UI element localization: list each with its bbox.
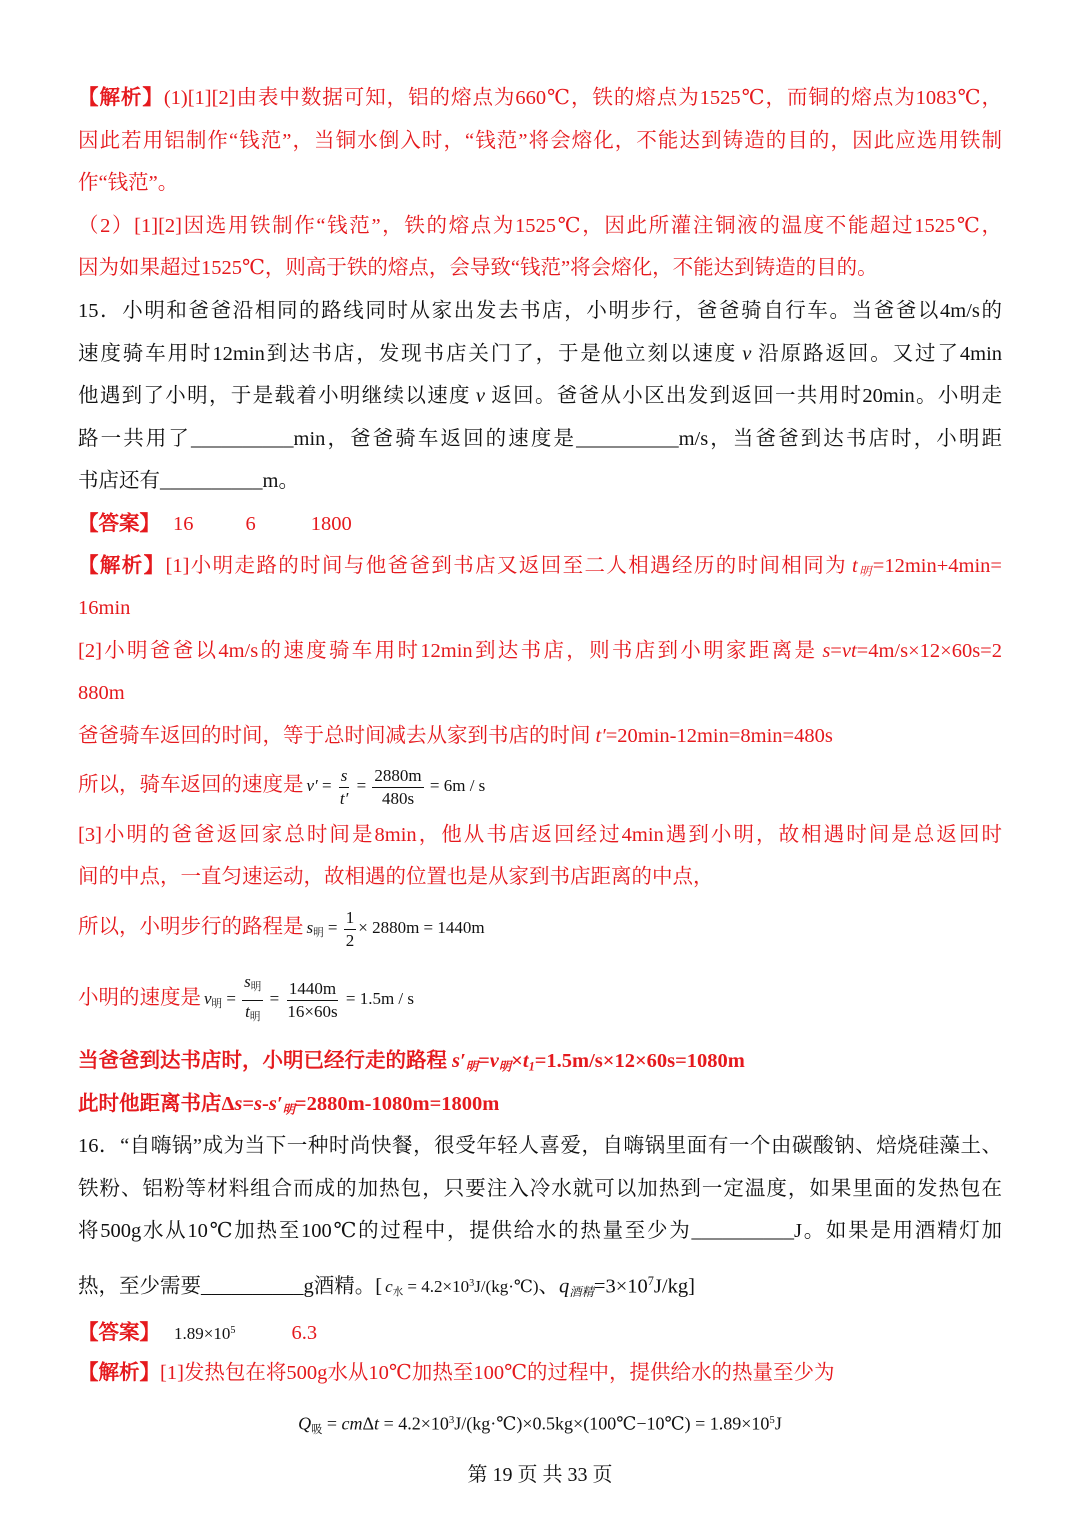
- stem-text: “自嗨锅”成为当下一种时尚快餐，很受年轻人喜爱，自嗨锅里面有一个由碳酸钠、焙烧硅藻土、: [120, 1135, 1002, 1157]
- answer-value: 6.3: [291, 1322, 318, 1345]
- equation-wrap: 880m: [78, 682, 125, 704]
- q15-analysis-line-3: [78, 636, 1002, 666]
- equation-tail: =12min+4min=: [872, 555, 1002, 577]
- q14-analysis-line-4: [78, 211, 1002, 241]
- fraction-s-over-t-prime: [338, 765, 350, 810]
- variable-vt: vt: [841, 640, 857, 662]
- q15-analysis-line-5: [78, 721, 833, 751]
- subscript: 明: [250, 982, 262, 994]
- analysis-text: [3]小明的爸爸返回家总时间是8min，他从书店返回经过4min遇到小明，故相遇时间是总返回时: [78, 824, 1002, 846]
- variable-s: s: [254, 1093, 263, 1115]
- answer-value-formula: [174, 1324, 235, 1343]
- stem-text: 他遇到了小明，于是载着小明继续以速度: [78, 385, 471, 407]
- page-footer: [0, 1460, 1080, 1490]
- formula-unit: J: [774, 1413, 782, 1434]
- variable-Q: Q: [298, 1413, 312, 1434]
- variable-s: s: [244, 972, 251, 992]
- q15-analysis-line-4: [78, 678, 125, 708]
- q15-analysis-line-9: [78, 899, 485, 955]
- subscript: 明: [282, 1102, 295, 1117]
- q14-analysis-line-1: [78, 83, 1002, 113]
- subscript: 明: [857, 564, 873, 579]
- analysis-text: 当爸爸到达书店时，小明已经行走的路程: [78, 1050, 447, 1072]
- analysis-text: 小明的速度是: [78, 987, 201, 1009]
- delta: Δ: [362, 1413, 375, 1434]
- minus: -: [262, 1093, 269, 1115]
- superscript: 5: [769, 1414, 775, 1426]
- stem-text-with-blank: 将500g水从10℃加热至100℃的过程中，提供给水的热量至少为__________J。如果是用酒精灯加: [78, 1220, 1002, 1242]
- q14-analysis-line-2: [78, 126, 1002, 156]
- formula-value: = 4.2×10: [379, 1413, 449, 1434]
- variable-v: v: [489, 1050, 499, 1072]
- analysis-text: 所以，骑车返回的速度是: [78, 774, 304, 796]
- stem-text: 铁粉、铝粉等材料组合而成的加热包，只要注入冷水就可以加热到一定温度，如果里面的发热包在: [78, 1178, 1002, 1200]
- variable-v: v: [742, 343, 752, 365]
- analysis-text: 间的中点，一直匀速运动，故相遇的位置也是从家到书店距离的中点，: [78, 866, 714, 888]
- subscript: 吸: [311, 1423, 323, 1436]
- analysis-label: 【解析】: [78, 555, 166, 577]
- q16-answer-line: [78, 1316, 317, 1346]
- numerator: 2880m: [372, 765, 423, 788]
- q16-stem-line-2: [78, 1174, 1002, 1204]
- q16-analysis-line-1: [78, 1358, 835, 1388]
- equals: =: [478, 1050, 490, 1072]
- separator: 、: [538, 1275, 560, 1298]
- q15-stem-line-1: [78, 296, 1002, 326]
- q15-analysis-line-11: [78, 1046, 745, 1076]
- q15-analysis-line-10: [78, 970, 414, 1026]
- answer-label: 【答案】: [78, 1322, 160, 1345]
- q15-answer-line: [78, 509, 352, 539]
- stem-text: 速度骑车用时12min到达书店，发现书店关门了，于是他立刻以速度: [78, 343, 738, 365]
- variable-v-prime: v′: [306, 776, 318, 795]
- stem-text-with-blank: 书店还有__________m。: [78, 470, 299, 492]
- heat-absorbed-formula: [0, 1405, 1080, 1435]
- q15-analysis-line-1: [78, 551, 1002, 581]
- superscript: 7: [647, 1274, 654, 1288]
- times: ×: [511, 1050, 523, 1072]
- subscript: 明: [313, 928, 324, 940]
- q16-stem-line-1: [78, 1131, 1002, 1161]
- q15-analysis-line-12: [78, 1089, 499, 1119]
- answer-value: 16: [173, 513, 194, 535]
- subscript: 明: [211, 999, 223, 1011]
- superscript: 3: [448, 1414, 455, 1426]
- question-number: 16．: [78, 1135, 121, 1157]
- q14-analysis-line-3: [78, 168, 178, 198]
- analysis-text: [2]小明爸爸以4m/s的速度骑车用时12min到达书店，则书店到小明家距离是: [78, 640, 818, 662]
- walking-distance-formula: [306, 907, 485, 950]
- question-number: 15．: [78, 300, 123, 322]
- equation-tail: =4m/s×12×60s=2: [856, 640, 1002, 662]
- numerator: [242, 971, 263, 1000]
- variable-t-prime: t′: [595, 725, 606, 747]
- variable-v: v: [204, 989, 212, 1008]
- formula-value: =3×10: [593, 1275, 648, 1298]
- subscript: 水: [392, 1287, 404, 1299]
- analysis-label: 【解析】: [78, 1362, 160, 1384]
- answer-value: 6: [245, 513, 256, 535]
- subscript: 明: [465, 1059, 479, 1074]
- variable-s: s: [822, 640, 831, 662]
- formula-value: J/(kg·℃)×0.5kg×(100℃−10℃) = 1.89×10: [454, 1413, 770, 1434]
- equals: =: [323, 918, 342, 937]
- analysis-text: 因此若用铝制作“钱范”，当铜水倒入时，“钱范”将会熔化，不能达到铸造的目的，因此应选用铁制: [78, 130, 1002, 152]
- equals: =: [265, 989, 284, 1008]
- analysis-text: 作“钱范”。: [78, 172, 179, 194]
- fraction-s-over-t: [242, 971, 263, 1028]
- equation-tail: =2880m-1080m=1800m: [294, 1093, 500, 1115]
- denominator: t′: [339, 788, 349, 808]
- formula-unit: J/(kg·℃): [474, 1277, 539, 1297]
- variable-cm: cm: [341, 1413, 363, 1434]
- answer-value-base: 1.89×10: [174, 1324, 231, 1344]
- q15-analysis-line-6: [78, 757, 485, 813]
- stem-text-with-blanks: 路一共用了__________min，爸爸骑车返回的速度是__________m/s，当爸爸到达书店时，小明距: [78, 428, 1002, 450]
- answer-label: 【答案】: [78, 513, 160, 535]
- q15-stem-line-2: [78, 339, 1002, 369]
- analysis-text: 此时他距离书店Δ: [78, 1093, 235, 1115]
- variable-t: t: [374, 1413, 380, 1434]
- equals: =: [352, 776, 371, 795]
- analysis-text: 因为如果超过1525℃，则高于铁的熔点，会导致“钱范”将会熔化，不能达到铸造的目的。: [78, 257, 878, 279]
- q15-stem-line-4: [78, 424, 1002, 454]
- subscript: 明: [249, 1011, 261, 1023]
- answer-value: 1800: [310, 513, 352, 535]
- subscript: 1: [528, 1059, 535, 1074]
- equals: =: [317, 776, 336, 795]
- q15-stem-line-5: [78, 466, 299, 496]
- denominator: 16×60s: [287, 1001, 338, 1021]
- stem-text: 返回。爸爸从小区出发到返回一共用时20min。小明走: [489, 385, 1003, 407]
- numerator: 1440m: [287, 978, 338, 1001]
- formula-result: = 6m / s: [425, 776, 486, 795]
- analysis-text: [1]发热包在将500g水从10℃加热至100℃的过程中，提供给水的热量至少为: [160, 1362, 835, 1384]
- superscript: 3: [469, 1278, 475, 1290]
- analysis-label: 【解析】: [78, 87, 164, 109]
- q15-analysis-line-7: [78, 820, 1002, 850]
- q16-stem-line-4: [78, 1266, 695, 1300]
- variable-v: v: [475, 385, 485, 407]
- equation-wrap: 16min: [78, 597, 131, 619]
- analysis-text: 所以，小明步行的路程是: [78, 916, 304, 938]
- equals: =: [830, 640, 842, 662]
- subscript: 酒精: [569, 1285, 594, 1300]
- stem-text-with-blank: 热，至少需要__________g酒精。[: [78, 1275, 383, 1298]
- equation-tail: =20min-12min=8min=480s: [605, 725, 833, 747]
- return-speed-formula: [306, 765, 486, 808]
- denominator: 2: [345, 930, 355, 950]
- variable-s-prime: s′: [452, 1050, 466, 1072]
- formula-value: = 4.2×10: [403, 1277, 470, 1297]
- analysis-text: (1)[1][2]由表中数据可知，铝的熔点为660℃，铁的熔点为1525℃，而铜的熔点为1083℃，: [163, 87, 1002, 109]
- q14-analysis-line-5: [78, 253, 878, 283]
- formula-result: × 2880m = 1440m: [358, 918, 485, 937]
- numerator: 1: [344, 907, 357, 930]
- q15-analysis-line-8: [78, 862, 714, 892]
- variable-s: s: [306, 918, 314, 937]
- variable-s-prime: s′: [268, 1093, 283, 1115]
- analysis-text: 爸爸骑车返回的时间，等于总时间减去从家到书店的时间: [78, 725, 591, 747]
- analysis-text: （2）[1][2]因选用铁制作“钱范”，铁的熔点为1525℃，因此所灌注铜液的温度不能超过1525℃，: [78, 215, 1002, 237]
- specific-heat-formula: [385, 1277, 539, 1299]
- q16-stem-line-3: [78, 1216, 1002, 1246]
- fraction-distance-over-time: [285, 978, 339, 1023]
- variable-c: c: [385, 1277, 393, 1297]
- stem-text: 小明和爸爸沿相同的路线同时从家出发去书店，小明步行，爸爸骑自行车。当爸爸以4m/s的: [122, 300, 1003, 322]
- analysis-text: [1]小明走路的时间与他爸爸到书店又返回至二人相遇经历的时间相同为: [165, 555, 848, 577]
- superscript: 5: [230, 1325, 236, 1336]
- q15-analysis-line-2: [78, 593, 130, 623]
- variable-q: q: [559, 1275, 570, 1298]
- q15-stem-line-3: [78, 381, 1002, 411]
- equation-tail: =1.5m/s×12×60s=1080m: [534, 1050, 745, 1072]
- fraction-one-half: [344, 907, 357, 952]
- stem-text: 沿原路返回。又过了4min: [756, 343, 1003, 365]
- variable-s: s: [234, 1093, 243, 1115]
- formula-unit: J/kg]: [653, 1275, 695, 1298]
- variable-t: t: [245, 1001, 250, 1021]
- page-number: 第 19 页 共 33 页: [467, 1464, 613, 1486]
- equals: =: [222, 989, 241, 1008]
- equals: =: [242, 1093, 255, 1115]
- denominator: 480s: [381, 788, 415, 808]
- numerator: s: [339, 765, 350, 788]
- variable-t: t: [522, 1050, 529, 1072]
- denominator: [243, 1001, 262, 1029]
- fraction-distance-over-time: [372, 765, 423, 810]
- variable-t: t: [852, 555, 858, 577]
- equals: =: [322, 1413, 342, 1434]
- formula-result: = 1.5m / s: [341, 989, 415, 1008]
- subscript: 明: [498, 1059, 512, 1074]
